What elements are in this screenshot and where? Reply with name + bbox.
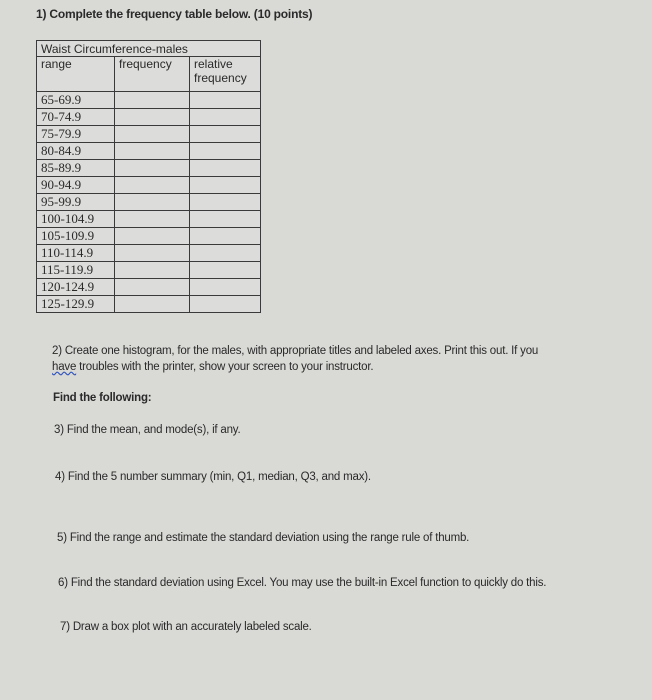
table-row [37,296,261,313]
frequency-cell[interactable] [115,126,190,143]
relative-frequency-cell[interactable] [190,92,261,109]
table-row [37,109,261,126]
question-1: 1) Complete the frequency table below. (10 points) [36,7,313,21]
header-range: range [37,57,115,92]
table-row [37,92,261,109]
table-row [37,126,261,143]
table-row [37,177,261,194]
relative-frequency-cell[interactable] [190,109,261,126]
frequency-table [36,40,261,313]
question-2-line-2 [52,361,373,373]
question-6: 6) Find the standard deviation using Excel. You may use the built-in Excel function to quickly do this. [58,577,547,589]
relative-frequency-cell[interactable] [190,262,261,279]
relative-frequency-cell[interactable] [190,126,261,143]
range-cell: 95-99.9 [37,194,115,211]
range-cell: 100-104.9 [37,211,115,228]
frequency-cell[interactable] [115,109,190,126]
relative-frequency-cell[interactable] [190,143,261,160]
relative-frequency-cell[interactable] [190,177,261,194]
table-row [37,143,261,160]
table-row [37,160,261,177]
relative-frequency-cell[interactable] [190,245,261,262]
frequency-cell[interactable] [115,228,190,245]
range-cell: 110-114.9 [37,245,115,262]
header-relative-frequency: relative frequency [190,57,261,92]
question-7: 7) Draw a box plot with an accurately labeled scale. [60,621,312,633]
question-2-line-1: 2) Create one histogram, for the males, with appropriate titles and labeled axes. Print this out. If you [52,345,539,357]
table-row [37,211,261,228]
table-title: Waist Circumference-males [37,41,261,57]
header-frequency: frequency [115,57,190,92]
table-row [37,245,261,262]
frequency-cell[interactable] [115,194,190,211]
range-cell: 120-124.9 [37,279,115,296]
range-cell: 65-69.9 [37,92,115,109]
frequency-cell[interactable] [115,245,190,262]
relative-frequency-cell[interactable] [190,296,261,313]
range-cell: 125-129.9 [37,296,115,313]
range-cell: 70-74.9 [37,109,115,126]
table-row [37,279,261,296]
frequency-cell[interactable] [115,262,190,279]
frequency-cell[interactable] [115,177,190,194]
relative-frequency-cell[interactable] [190,211,261,228]
relative-frequency-cell[interactable] [190,160,261,177]
find-heading: Find the following: [53,392,152,404]
range-cell: 80-84.9 [37,143,115,160]
frequency-cell[interactable] [115,279,190,296]
range-cell: 105-109.9 [37,228,115,245]
table-row [37,228,261,245]
relative-frequency-cell[interactable] [190,228,261,245]
spellcheck-word: have [52,361,77,373]
question-5: 5) Find the range and estimate the standard deviation using the range rule of thumb. [57,532,470,544]
question-2-text: troubles with the printer, show your screen to your instructor. [76,361,374,373]
range-cell: 90-94.9 [37,177,115,194]
range-cell: 115-119.9 [37,262,115,279]
frequency-cell[interactable] [115,143,190,160]
frequency-cell[interactable] [115,296,190,313]
frequency-cell[interactable] [115,92,190,109]
question-3: 3) Find the mean, and mode(s), if any. [54,424,241,436]
range-cell: 75-79.9 [37,126,115,143]
relative-frequency-cell[interactable] [190,279,261,296]
table-row [37,262,261,279]
frequency-cell[interactable] [115,160,190,177]
frequency-cell[interactable] [115,211,190,228]
range-cell: 85-89.9 [37,160,115,177]
question-4: 4) Find the 5 number summary (min, Q1, median, Q3, and max). [55,471,371,483]
table-row [37,194,261,211]
relative-frequency-cell[interactable] [190,194,261,211]
